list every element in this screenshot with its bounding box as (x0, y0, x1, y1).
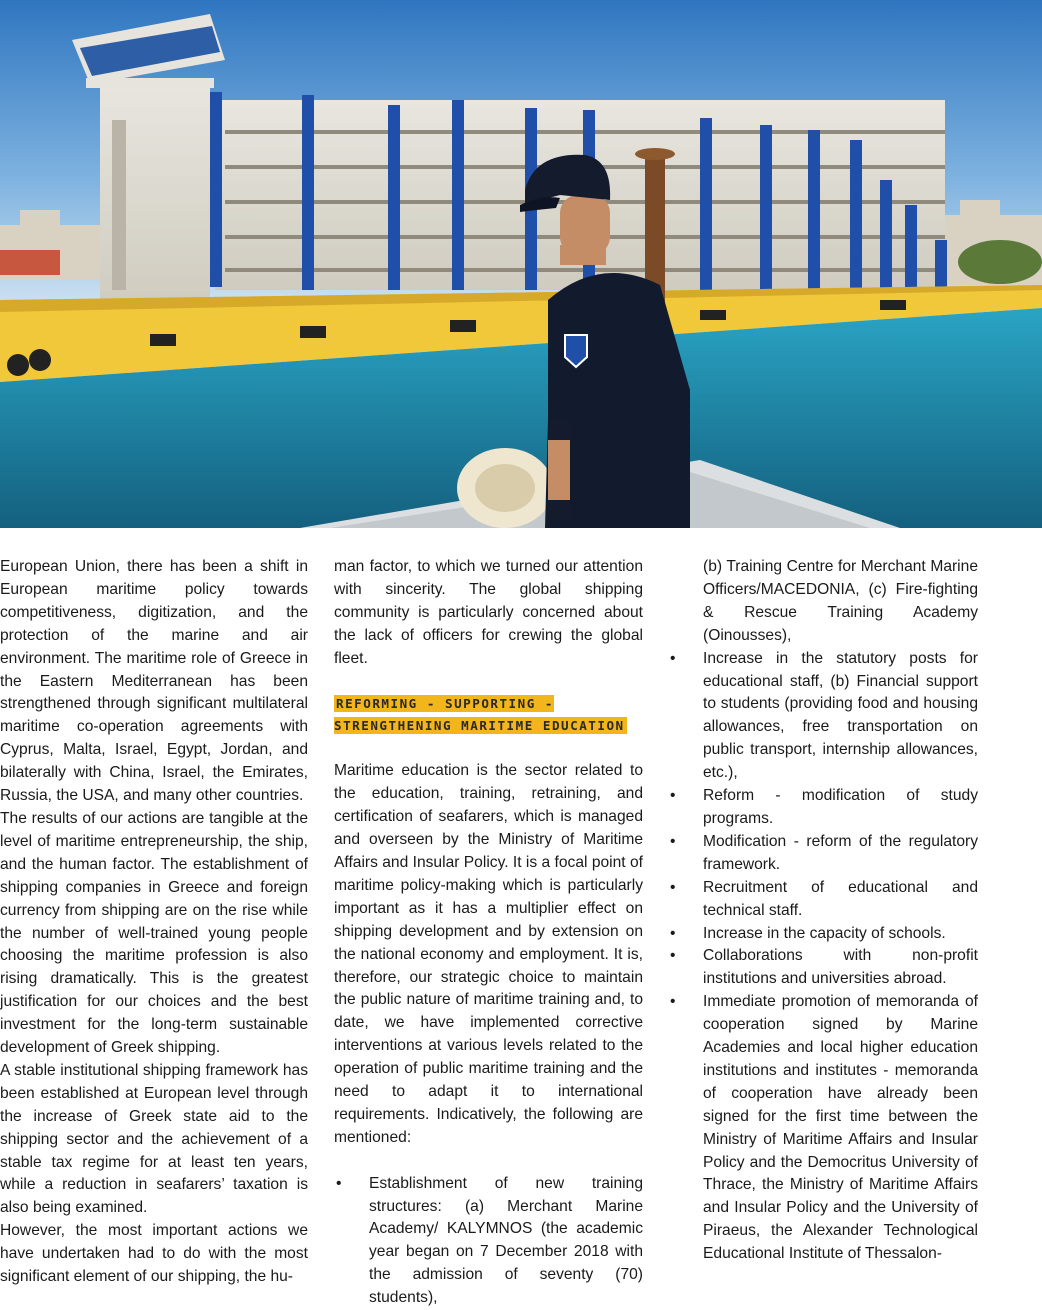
list-item: • Recruitment of educational and technical staff. (668, 877, 978, 923)
paragraph: However, the most important actions we have undertaken had to do with the most significant element of our shipping, the hu- (0, 1222, 308, 1286)
section-heading-text: REFORMING - SUPPORTING - STRENGTHENING MARITIME EDUCATION (334, 695, 625, 734)
list-item-continuation: (b) Training Centre for Merchant Marine Officers/MACEDONIA, (c) Fire-fighting & Rescue Training Academy (Oinousses), (703, 558, 978, 644)
list-item: • Increase in the statutory posts for educational staff, (b) Financial support to students (providing food and housing allowances, free transportation on public transport, internship allowances, etc.), (668, 648, 978, 785)
column-2 (334, 556, 643, 1310)
list-item: • Establishment of new training structures: (a) Merchant Marine Academy/ KALYMNOS (the academic year began on 7 December 2018 with the admission of seventy (70) students), (334, 1173, 643, 1310)
list-item: • Modification - reform of the regulatory framework. (668, 831, 978, 877)
list-item: • Collaborations with non-profit institutions and universities abroad. (668, 945, 978, 991)
hero-photo (0, 0, 1042, 528)
list-item: • Increase in the capacity of schools. (668, 923, 978, 946)
paragraph: Maritime education is the sector related to the education, training, retraining, and certification of seafarers, which is managed and overseen by the Ministry of Maritime Affairs and Insular Policy. It is a focal point of maritime policy-making which is particularly important as it has a multiplier effect on shipping development and by extension on the national economy and employment. It is, therefore, our strategic choice to maintain the public nature of maritime training and, to date, we have implemented corrective interventions at various levels related to the operation of public maritime training and the need to adapt it to international requirements. Indicatively, the following are mentioned: (334, 762, 643, 1146)
list-item: • Immediate promotion of memoranda of cooperation signed by Marine Academies and local higher education institutions and institutes - memoranda of cooperation have already been signed for the first time between the Ministry of Maritime Affairs and Insular Policy and the Democritus University of Thrace, the Ministry of Maritime Affairs and Insular Policy and the University of Piraeus, the Alexander Technological Educational Institute of Thessalon- (668, 991, 978, 1266)
paragraph: European Union, there has been a shift in European maritime policy towards competitiveness, digitization, and the protection of the marine and air environment. The maritime role of Greece in the Eastern Mediterranean has been strengthened through significant multilateral maritime co-operation agreements with Cyprus, Malta, Israel, Egypt, Jordan, and bilaterally with China, Israel, the Emirates, Russia, the USA, and many other countries. (0, 558, 308, 805)
section-heading (334, 693, 643, 739)
paragraph: man factor, to which we turned our attention with sincerity. The global shipping community is particularly concerned about the lack of officers for crewing the global fleet. (334, 558, 643, 667)
paragraph: A stable institutional shipping framework has been established at European level through the increase of Greek state aid to the shipping sector and the achievement of a stable tax regime for at least ten years, while a reduction in seafarers’ taxation is also being examined. (0, 1061, 308, 1217)
column-3 (668, 556, 978, 1266)
paragraph: The results of our actions are tangible at the level of maritime entrepreneurship, the ship, and the human factor. The establishment of shipping companies in Greece and foreign currency from shipping are on the rise while the number of well-trained young people choosing the maritime profession is also rising dramatically. This is the greatest justification for our choices and the best investment for the long-term sustainable development of Greek shipping. (0, 809, 308, 1057)
column-1 (0, 556, 308, 1289)
bullet-list (334, 1173, 643, 1310)
list-item: • Reform - modification of study programs. (668, 785, 978, 831)
bullet-list (668, 648, 978, 1266)
